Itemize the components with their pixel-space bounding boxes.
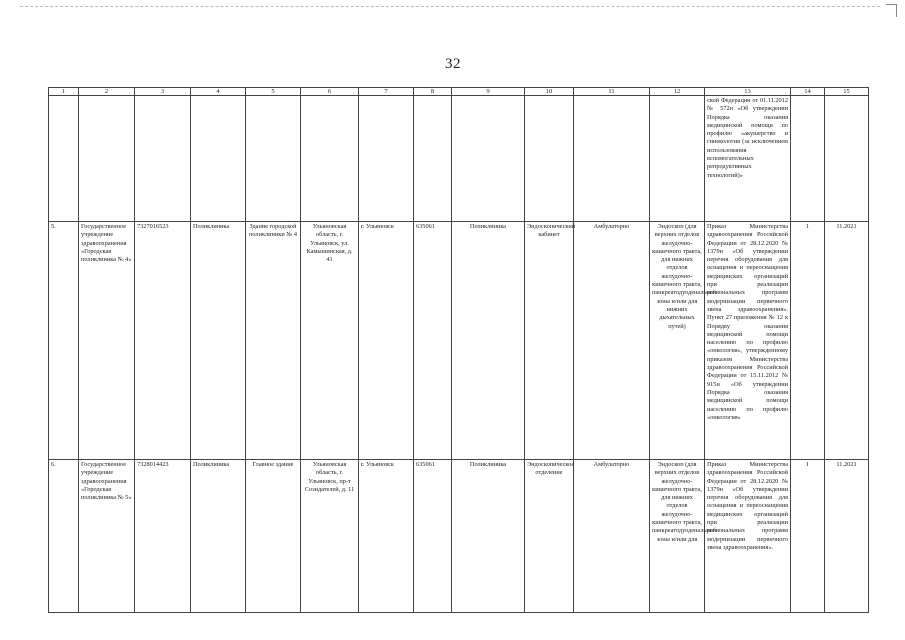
column-header: 7 xyxy=(359,88,414,96)
column-header: 8 xyxy=(414,88,452,96)
page-edge-line xyxy=(20,6,880,7)
cell-oktmo: 635061 xyxy=(414,222,452,460)
column-header: 4 xyxy=(191,88,246,96)
cell-building: Здание городской поликлиники № 4 xyxy=(246,222,301,460)
cell-unit xyxy=(452,96,525,222)
cell-basis: ской Федерации от 01.11.2012 № 572н «Об утверждении Порядка оказания медицинской помощи по профилю «акушерство и гинекология (за исключением использования вспомогательных репродуктивных технологий)» xyxy=(705,96,791,222)
cell-oktmo: 635061 xyxy=(414,460,452,613)
table-row xyxy=(49,96,869,222)
cell-room: Эндоскопическое отделение xyxy=(525,460,574,613)
cell-unit: Поликлиника xyxy=(452,222,525,460)
cell-date: 11.2021 xyxy=(825,222,869,460)
cell-basis: Приказ Министерства здравоохранения Российской Федерации от 28.12.2020 № 1379н «Об утверждении перечня оборудования для оснащения и переоснащения медицинских организаций при реализации региональных программ модернизации первичного звена здравоохранения». Пункт 27 приложения № 12 к Порядку оказания медицинской помощи населению по профилю «онкология», утвержденному приказом Министерства здравоохранения Российской Федерации от 15.11.2012 № 915н «Об утверждении Порядка оказания медицинской помощи населению по профилю «онкология» xyxy=(705,222,791,460)
column-header: 13 xyxy=(705,88,791,96)
cell-mode: Амбулаторно xyxy=(574,222,650,460)
cell-address xyxy=(301,96,359,222)
cell-mode xyxy=(574,96,650,222)
column-header: 10 xyxy=(525,88,574,96)
cell-room: Эндоскопический кабинет xyxy=(525,222,574,460)
cell-unit: Поликлиника xyxy=(452,460,525,613)
cell-city xyxy=(359,96,414,222)
cell-address: Ульяновская область, г. Ульяновск, ул. Камышинская, д. 41 xyxy=(301,222,359,460)
column-header: 5 xyxy=(246,88,301,96)
cell-number: 6. xyxy=(49,460,79,613)
cell-date: 11.2021 xyxy=(825,460,869,613)
cell-inn: 7328014423 xyxy=(135,460,191,613)
column-header: 6 xyxy=(301,88,359,96)
table-row xyxy=(49,222,869,460)
column-header: 1 xyxy=(49,88,79,96)
cell-address: Ульяновская область, г. Ульяновск, пр-т Созидателей, д. 11 xyxy=(301,460,359,613)
column-header: 9 xyxy=(452,88,525,96)
column-number-row xyxy=(49,88,869,96)
cell-oktmo xyxy=(414,96,452,222)
column-header: 12 xyxy=(650,88,705,96)
cell-type: Поликлиника xyxy=(191,222,246,460)
cell-type xyxy=(191,96,246,222)
page-corner-mark xyxy=(886,4,897,17)
cell-city: г. Ульяновск xyxy=(359,460,414,613)
cell-city: г. Ульяновск xyxy=(359,222,414,460)
cell-inn xyxy=(135,96,191,222)
cell-inn: 7327016523 xyxy=(135,222,191,460)
cell-date xyxy=(825,96,869,222)
column-header: 3 xyxy=(135,88,191,96)
cell-organization: Государственное учреждение здравоохранения «Городская поликлиника № 5» xyxy=(79,460,135,613)
cell-equipment: Эндоскоп (для верхних отделов желудочно-кишечного тракта, для нижних отделов желудочно-кишечного тракта, панкреатодуоденальной зоны и/или для нижних дыхательных путей) xyxy=(650,222,705,460)
cell-organization: Государственное учреждение здравоохранения «Городская поликлиника № 4» xyxy=(79,222,135,460)
cell-building xyxy=(246,96,301,222)
cell-number: 5. xyxy=(49,222,79,460)
cell-number xyxy=(49,96,79,222)
cell-quantity: 1 xyxy=(791,222,825,460)
column-header: 2 xyxy=(79,88,135,96)
cell-equipment xyxy=(650,96,705,222)
cell-quantity xyxy=(791,96,825,222)
cell-quantity: 1 xyxy=(791,460,825,613)
cell-type: Поликлиника xyxy=(191,460,246,613)
cell-mode: Амбулаторно xyxy=(574,460,650,613)
cell-building: Главное здание xyxy=(246,460,301,613)
equipment-table xyxy=(48,87,869,613)
table-row xyxy=(49,460,869,613)
column-header: 15 xyxy=(825,88,869,96)
column-header: 11 xyxy=(574,88,650,96)
cell-room xyxy=(525,96,574,222)
page-number: 32 xyxy=(445,56,461,72)
cell-basis: Приказ Министерства здравоохранения Российской Федерации от 28.12.2020 № 1379н «Об утверждении перечня оборудования для оснащения и переоснащения медицинских организаций при реализации региональных программ модернизации первичного звена здравоохранения». xyxy=(705,460,791,613)
cell-equipment: Эндоскоп (для верхних отделов желудочно-кишечного тракта, для нижних отделов желудочно-кишечного тракта, панкреатодуоденальной зоны и/или для xyxy=(650,460,705,613)
cell-organization xyxy=(79,96,135,222)
column-header: 14 xyxy=(791,88,825,96)
